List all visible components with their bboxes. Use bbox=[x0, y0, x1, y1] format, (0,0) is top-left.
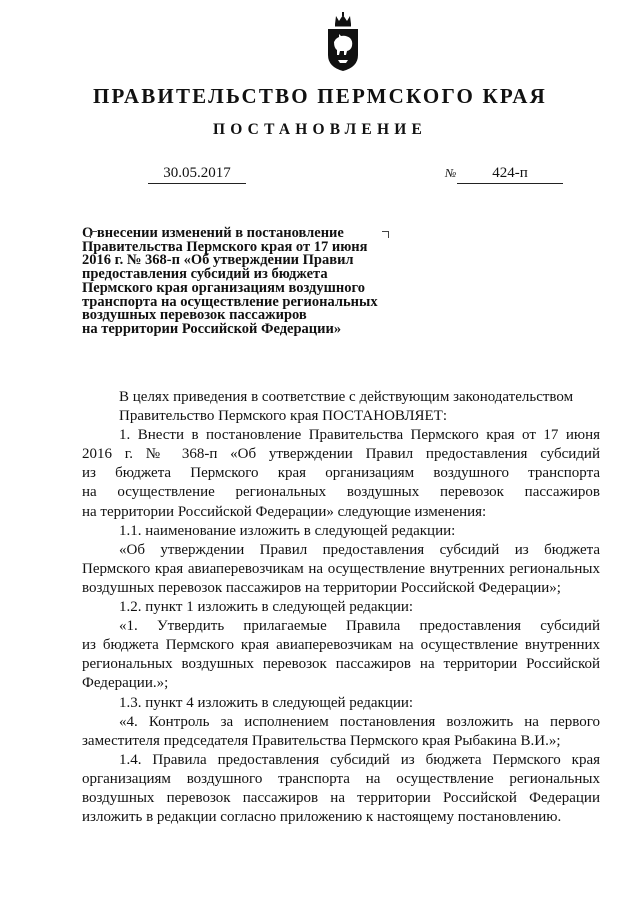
body-line: «Об утверждении Правил предоставления субсидий из бюджета bbox=[119, 541, 600, 558]
document-number: 424-п bbox=[457, 164, 563, 184]
subject-line: Пермского края организациям воздушного bbox=[82, 279, 365, 296]
subject-line: О внесении изменений в постановление bbox=[82, 225, 344, 241]
subject-line: воздушных перевозок пассажиров bbox=[82, 307, 307, 324]
body-line: В целях приведения в соответствие с действующим законодательством bbox=[119, 389, 574, 405]
number-sign: № bbox=[445, 166, 457, 180]
body-line: из бюджета Пермского края организациям воздушного транспорта bbox=[82, 465, 600, 482]
document-body bbox=[82, 388, 600, 827]
body-line: Федерации.»; bbox=[82, 675, 169, 692]
subject-corner-mark-left bbox=[90, 231, 97, 238]
body-line: 1. Внести в постановление Правительства Пермского края от 17 июня bbox=[119, 427, 600, 444]
body-line: из бюджета Пермского края авиаперевозчикам на осуществление внутренних bbox=[82, 637, 600, 654]
body-line: воздушных перевозок пассажиров на территории Российской Федерации bbox=[82, 789, 600, 806]
document-subject bbox=[82, 227, 402, 337]
body-line: заместителя председателя Правительства Пермского края Рыбакина В.И.»; bbox=[82, 732, 561, 749]
subject-line: Правительства Пермского края от 17 июня bbox=[82, 238, 368, 255]
body-line: на территории Российской Федерации» следующие изменения: bbox=[82, 503, 487, 520]
subject-corner-mark-right bbox=[382, 231, 389, 238]
subject-line: на территории Российской Федерации» bbox=[82, 320, 342, 337]
body-line: Пермского края авиаперевозчикам на осуществление внутренних региональных bbox=[82, 560, 600, 577]
body-line: 1.3. пункт 4 изложить в следующей редакции: bbox=[119, 694, 414, 711]
subject-line: 2016 г. № 368-п «Об утверждении Правил bbox=[82, 252, 354, 269]
body-line: организациям воздушного транспорта на осуществление региональных bbox=[82, 770, 600, 787]
body-line: 1.1. наименование изложить в следующей редакции: bbox=[119, 522, 456, 539]
body-line: воздушных перевозок пассажиров на территории Российской Федерации»; bbox=[82, 579, 561, 596]
body-line: 1.4. Правила предоставления субсидий из бюджета Пермского края bbox=[119, 751, 600, 768]
body-line: на осуществление региональных воздушных перевозок пассажиров bbox=[82, 484, 600, 501]
body-line: «1. Утвердить прилагаемые Правила предоставления субсидий bbox=[119, 618, 600, 635]
body-line: 2016 г. № 368-п «Об утверждении Правил предоставления субсидий bbox=[82, 446, 600, 463]
perm-krai-coat-of-arms-icon bbox=[326, 12, 360, 72]
document-date: 30.05.2017 bbox=[148, 164, 246, 184]
subject-line: предоставления субсидий из бюджета bbox=[82, 266, 328, 283]
subject-line: транспорта на осуществление региональных bbox=[82, 293, 378, 310]
government-name: ПРАВИТЕЛЬСТВО ПЕРМСКОГО КРАЯ bbox=[92, 84, 547, 108]
body-line: изложить в редакции согласно приложению к настоящему постановлению. bbox=[82, 809, 562, 826]
document-type: ПОСТАНОВЛЕНИЕ bbox=[212, 121, 428, 138]
body-line: Правительство Пермского края ПОСТАНОВЛЯЕТ: bbox=[119, 408, 448, 425]
body-line: 1.2. пункт 1 изложить в следующей редакции: bbox=[119, 599, 414, 616]
body-line: региональных воздушных перевозок пассажиров на территории Российской bbox=[82, 656, 600, 673]
body-line: «4. Контроль за исполнением постановления возложить на первого bbox=[119, 713, 600, 730]
